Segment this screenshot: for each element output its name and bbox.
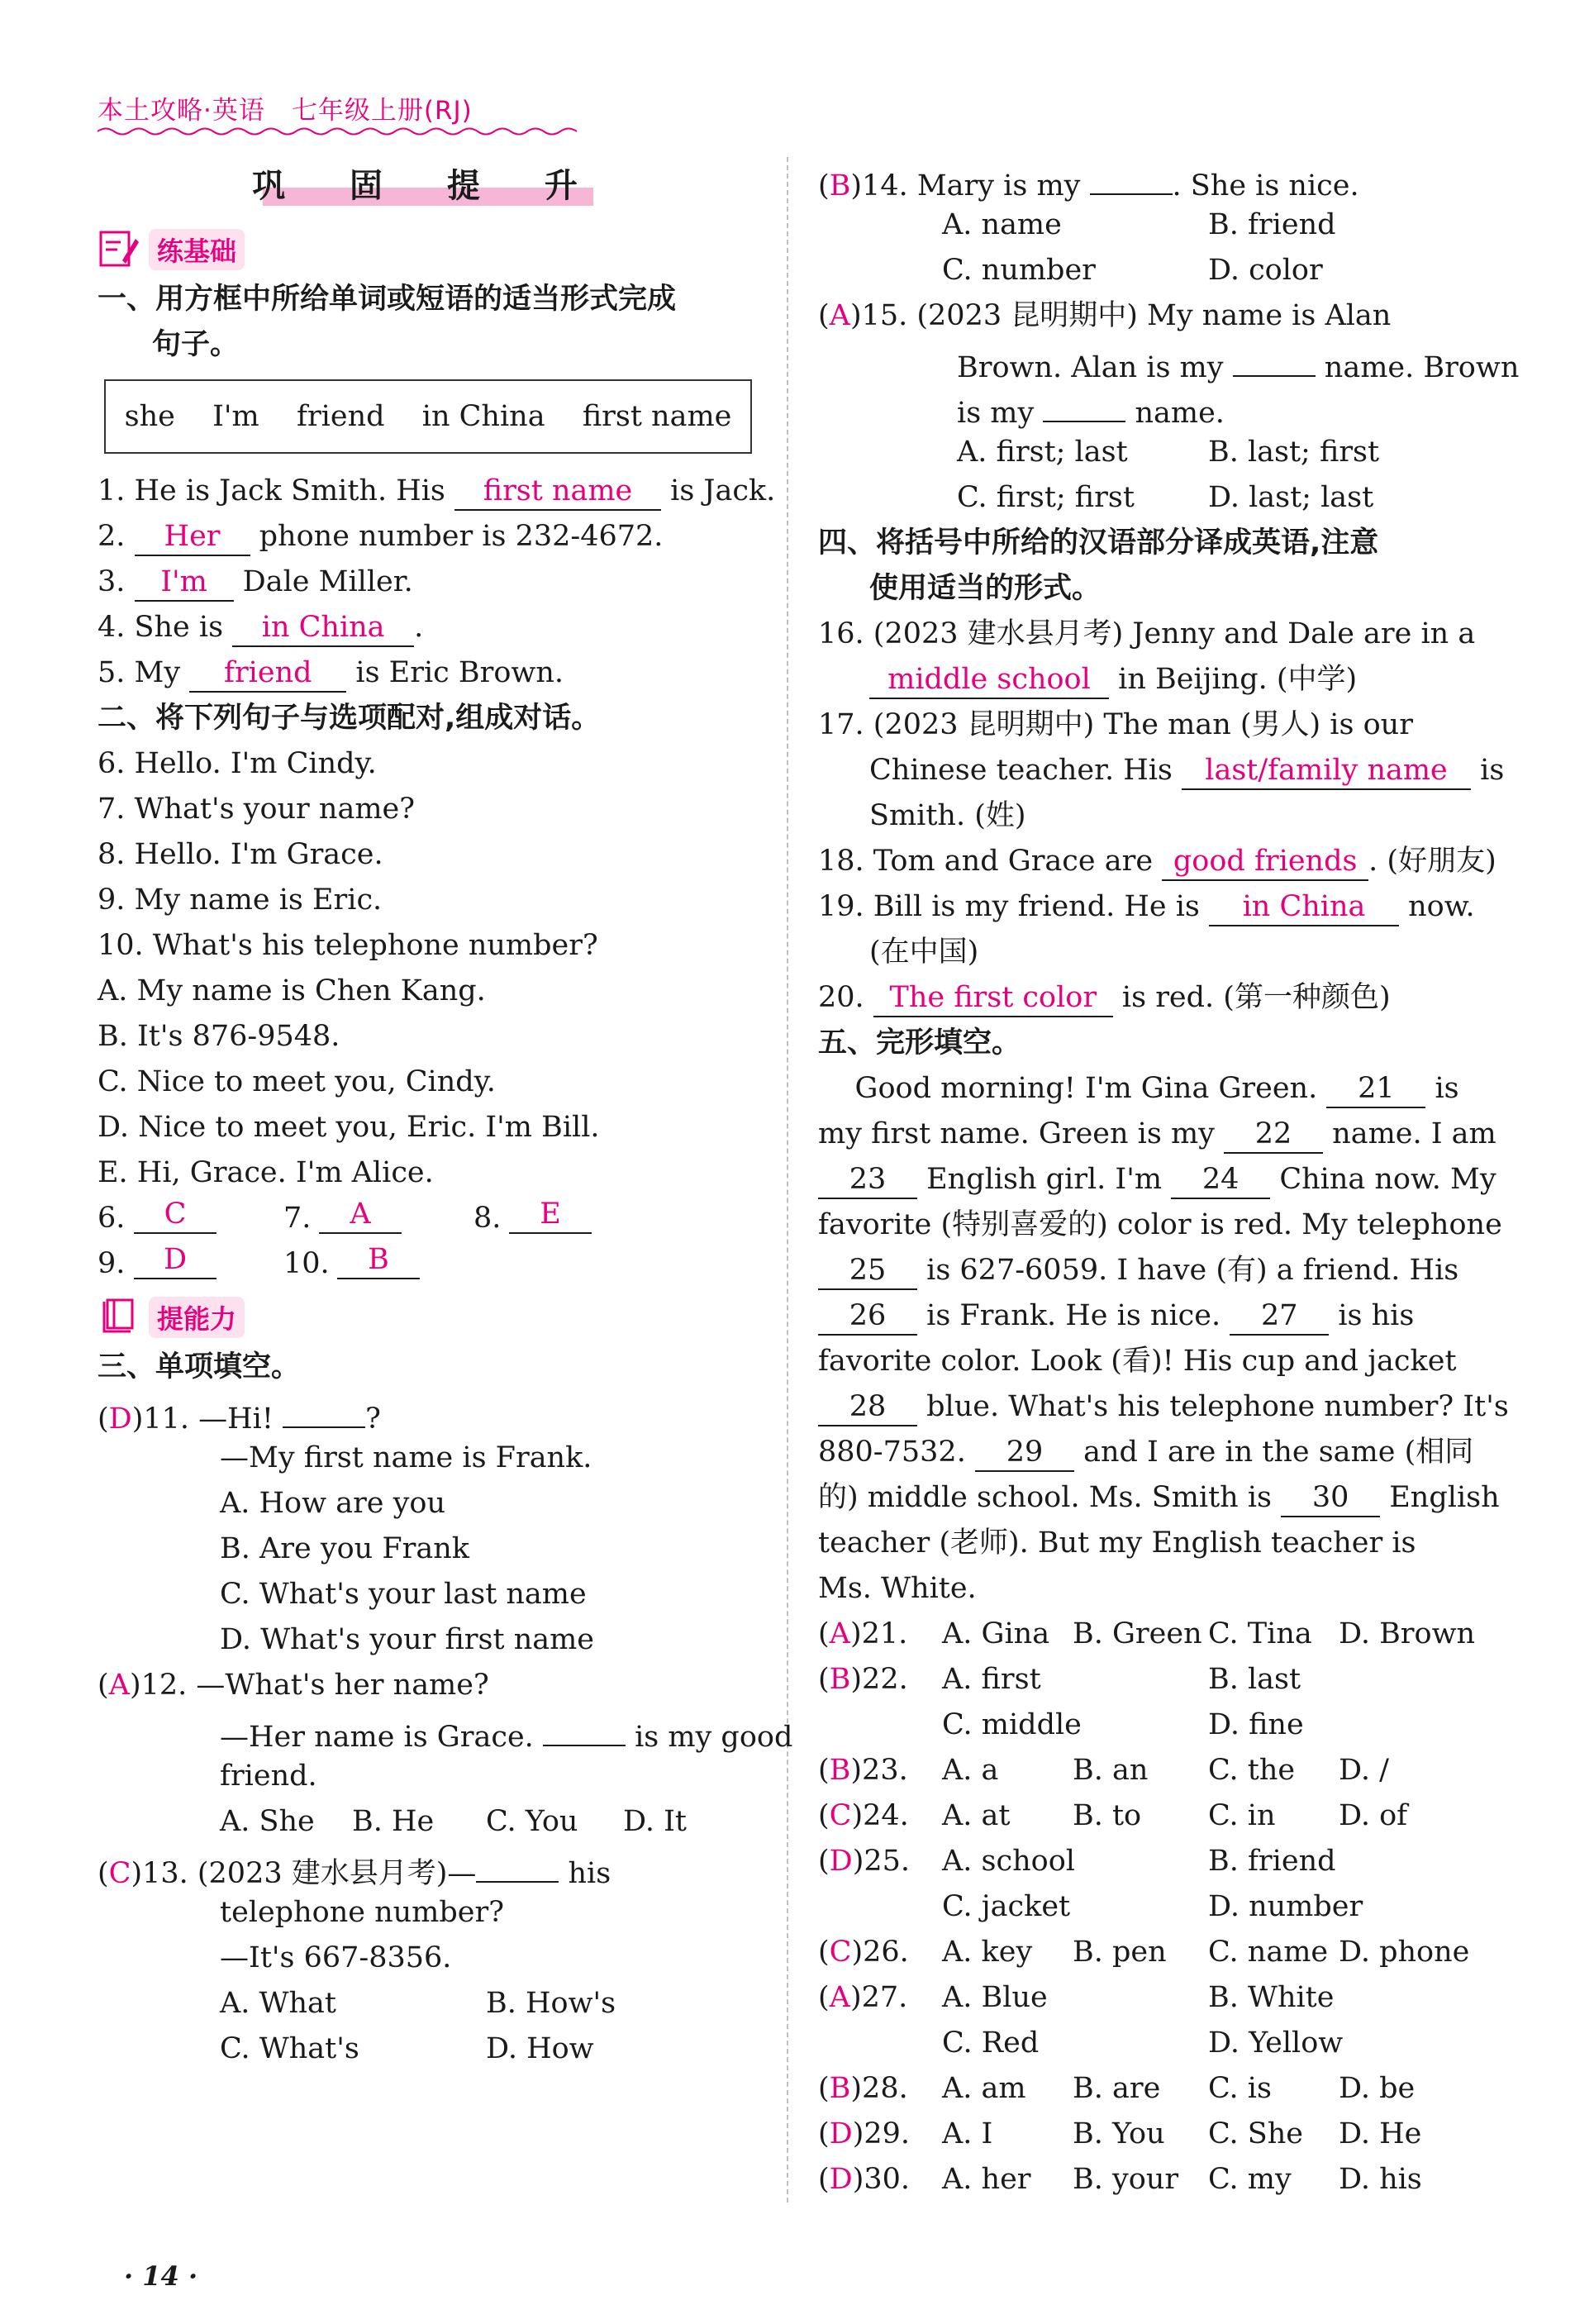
answer-paren xyxy=(818,1657,908,1703)
q-text: 19. Bill is my friend. He is xyxy=(818,890,1210,923)
word-box-item: friend xyxy=(296,400,385,433)
cloze-blank: 29 xyxy=(975,1434,1074,1472)
q15-line1: (A)15. (2023 昆明期中) My name is Alan xyxy=(818,299,1392,332)
cloze-option: D. his xyxy=(1339,2163,1422,2196)
q15-options-row2 xyxy=(818,475,1479,521)
q13-line2: telephone number? xyxy=(220,1896,504,1929)
question-number: )28. xyxy=(850,2072,908,2105)
item-text: 3. xyxy=(98,565,135,598)
answer-paren xyxy=(818,2066,908,2112)
cloze-option: C. in xyxy=(1208,1799,1276,1832)
cloze-blank: 28 xyxy=(818,1388,917,1426)
passage-line xyxy=(818,1112,1496,1157)
cloze-blank: 24 xyxy=(1171,1161,1270,1199)
cloze-blank: 30 xyxy=(1281,1479,1380,1517)
passage-text: name. I am xyxy=(1323,1117,1496,1150)
q15-options-row1 xyxy=(818,430,1479,475)
item-text: phone number is 232-4672. xyxy=(250,520,664,553)
word-box-item: first name xyxy=(582,400,732,433)
q19-line1 xyxy=(818,884,1479,930)
q17-line3: Smith. (姓) xyxy=(869,799,1026,832)
cloze-question-25-row2 xyxy=(818,1884,1479,1930)
sec2-answers-row2 xyxy=(98,1241,759,1287)
q-text: )11. —Hi! xyxy=(131,1402,283,1436)
cloze-question-25 xyxy=(818,1839,1479,1884)
cloze-option: A. her xyxy=(942,2163,1031,2196)
passage-line xyxy=(818,1293,1479,1339)
header-text: 本土攻略·英语 七年级上册(RJ) xyxy=(98,96,473,126)
answer-blank: Her xyxy=(135,518,250,556)
answer-paren xyxy=(818,1793,909,1839)
answer-paren xyxy=(818,2112,910,2157)
question-number: )23. xyxy=(850,1754,908,1787)
sec1-item-2 xyxy=(98,514,759,560)
q15-option: D. last; last xyxy=(1208,481,1374,514)
header-wave-underline xyxy=(98,126,577,137)
column-divider xyxy=(787,157,788,2203)
question-number: )25. xyxy=(852,1845,911,1878)
passage-line xyxy=(818,1339,1479,1384)
q-text: 18. Tom and Grace are xyxy=(818,845,1163,878)
answer-blank xyxy=(1233,339,1316,377)
cloze-option: C. name xyxy=(1208,1936,1329,1969)
answer-blank xyxy=(1090,157,1173,195)
q12-option: A. She xyxy=(220,1805,315,1838)
cloze-answer: C xyxy=(829,1936,852,1969)
item-text: . xyxy=(414,611,424,644)
q12-options xyxy=(98,1799,759,1845)
answer-num: 8. xyxy=(473,1202,502,1235)
cloze-option: A. key xyxy=(942,1936,1033,1969)
cloze-question-23 xyxy=(818,1748,1479,1793)
q-text: )14. Mary is my xyxy=(850,169,1090,202)
answer-blank: C xyxy=(134,1196,217,1234)
left-column xyxy=(98,153,793,2072)
cloze-option: D. He xyxy=(1339,2117,1422,2150)
cloze-option: B. your xyxy=(1073,2163,1179,2196)
q-text: . She is nice. xyxy=(1172,169,1359,202)
answer-paren xyxy=(818,1748,908,1793)
cloze-question-26 xyxy=(818,1930,1479,1975)
passage-text: Good morning! I'm Gina Green. xyxy=(818,1072,1327,1105)
q-text: is red. (第一种颜色) xyxy=(1112,981,1391,1014)
question-number: )26. xyxy=(851,1936,909,1969)
sec1-heading-line1: 一、用方框中所给单词或短语的适当形式完成 xyxy=(98,283,677,316)
cloze-option: B. White xyxy=(1208,1981,1335,2014)
cloze-answer: D xyxy=(829,2163,853,2196)
passage-text: teacher (老师). But my English teacher is xyxy=(818,1526,1416,1560)
q-text: )15. (2023 昆明期中) My name is Alan xyxy=(849,299,1392,332)
answer-blank: The first color xyxy=(873,979,1113,1017)
passage-line xyxy=(818,1066,1479,1112)
cloze-answer: A xyxy=(829,1981,850,2014)
cloze-option: C. Red xyxy=(942,2026,1040,2060)
q13-option: C. What's xyxy=(220,2032,359,2065)
q14-answer: B xyxy=(829,169,851,202)
cloze-blank: 22 xyxy=(1224,1116,1323,1154)
cloze-option: C. middle xyxy=(942,1708,1082,1741)
passage-line xyxy=(818,1475,1500,1521)
answer-blank: E xyxy=(509,1196,592,1234)
passage-text: English xyxy=(1380,1481,1500,1514)
q16-line1: 16. (2023 建水县月考) Jenny and Dale are in a xyxy=(818,617,1476,650)
pencil-note-icon xyxy=(98,227,140,270)
q-text: ? xyxy=(365,1402,381,1436)
question-number: )27. xyxy=(849,1981,908,2014)
sec2-answers-row1 xyxy=(98,1196,759,1241)
paren: ( xyxy=(818,2117,830,2150)
word-box-item: she xyxy=(124,400,175,433)
passage-text: is 627-6059. I have (有) a friend. His xyxy=(917,1254,1459,1287)
sec1-item-1 xyxy=(98,469,776,514)
cloze-question-22-row2 xyxy=(818,1703,1479,1748)
cloze-option: B. an xyxy=(1073,1754,1149,1787)
passage-text: and I are in the same (相同 xyxy=(1073,1436,1474,1469)
answer-blank: in China xyxy=(1209,888,1399,926)
cloze-option: C. my xyxy=(1208,2163,1292,2196)
sec4-heading-line1: 四、将括号中所给的汉语部分译成英语,注意 xyxy=(818,526,1379,560)
right-column xyxy=(818,157,1520,2203)
q-text: 20. xyxy=(818,981,873,1014)
sec3-heading: 三、单项填空。 xyxy=(98,1350,301,1383)
q-text: Chinese teacher. His xyxy=(869,754,1182,787)
sec2-line: 6. Hello. I'm Cindy. xyxy=(98,747,377,780)
page-header xyxy=(98,89,473,126)
q11-option: A. How are you xyxy=(220,1487,446,1520)
passage-line xyxy=(818,1430,1479,1475)
answer-paren xyxy=(818,2157,910,2203)
q13-option: B. How's xyxy=(486,1987,616,2020)
passage-text: is his xyxy=(1329,1299,1415,1332)
answer-num: 9. xyxy=(98,1247,126,1280)
sec2-line: C. Nice to meet you, Cindy. xyxy=(98,1065,496,1098)
tag-ability-label: 提能力 xyxy=(149,1297,245,1338)
answer-blank: B xyxy=(337,1241,420,1279)
answer-blank: middle school xyxy=(869,661,1109,699)
answer-num: 7. xyxy=(283,1202,312,1235)
cloze-option: C. the xyxy=(1208,1754,1296,1787)
q15-line3 xyxy=(818,384,1479,430)
cloze-questions xyxy=(818,1612,1479,2203)
answer-blank: good friends xyxy=(1162,843,1368,881)
paren: ( xyxy=(818,1845,830,1878)
q-text: name. xyxy=(1125,397,1225,430)
cloze-option: D. Brown xyxy=(1339,1617,1476,1650)
cloze-answer: D xyxy=(829,2117,853,2150)
cloze-blank: 26 xyxy=(818,1298,917,1336)
q14-option: C. number xyxy=(942,254,1096,287)
q20-line xyxy=(818,975,1479,1021)
q-text: now. xyxy=(1399,890,1475,923)
q15-line2 xyxy=(818,339,1520,384)
item-text: 4. She is xyxy=(98,611,233,644)
q-text: is my good xyxy=(625,1721,793,1754)
cloze-option: B. Green xyxy=(1073,1617,1202,1650)
cloze-question-29 xyxy=(818,2112,1479,2157)
q17-line2 xyxy=(818,748,1505,793)
item-text: is Eric Brown. xyxy=(346,656,564,689)
q13-options-row1 xyxy=(98,1981,759,2026)
question-number: )29. xyxy=(852,2117,911,2150)
passage-text: favorite color. Look (看)! His cup and jacket xyxy=(818,1345,1457,1378)
answer-blank: D xyxy=(134,1241,217,1279)
cloze-option: B. last xyxy=(1208,1663,1301,1696)
passage-line xyxy=(818,1566,1479,1612)
item-text: 2. xyxy=(98,520,135,553)
q12-line2 xyxy=(98,1708,793,1754)
cloze-blank: 21 xyxy=(1326,1070,1425,1108)
sec2-line: 10. What's his telephone number? xyxy=(98,929,598,962)
paren: ( xyxy=(818,1617,830,1650)
paren: ( xyxy=(818,1936,830,1969)
word-box-item: I'm xyxy=(212,400,259,433)
cloze-option: A. am xyxy=(942,2072,1026,2105)
answer-paren xyxy=(818,1839,910,1884)
cloze-option: C. Tina xyxy=(1208,1617,1312,1650)
cloze-blank: 27 xyxy=(1230,1298,1329,1336)
q15-answer: A xyxy=(829,299,850,332)
cloze-option: A. I xyxy=(942,2117,993,2150)
passage-text: favorite (特别喜爱的) color is red. My telephone xyxy=(818,1208,1502,1241)
passage-line xyxy=(818,1384,1509,1430)
sec5-heading: 五、完形填空。 xyxy=(818,1026,1021,1060)
passage-text: my first name. Green is my xyxy=(818,1117,1225,1150)
q13-answer: C xyxy=(108,1857,131,1890)
q12-option: D. It xyxy=(623,1805,687,1838)
answer-blank xyxy=(476,1845,559,1883)
answer-blank: A xyxy=(319,1196,402,1234)
cloze-option: B. to xyxy=(1073,1799,1142,1832)
q11-option: D. What's your first name xyxy=(220,1623,595,1656)
q15-option: C. first; first xyxy=(957,481,1135,514)
paren: ( xyxy=(818,2072,830,2105)
passage-text: is xyxy=(1425,1072,1459,1105)
q14-option: A. name xyxy=(942,208,1062,241)
cloze-option: D. number xyxy=(1208,1890,1363,1923)
passage-text: 880-7532. xyxy=(818,1436,975,1469)
cloze-answer: C xyxy=(829,1799,852,1832)
cloze-option: A. at xyxy=(942,1799,1011,1832)
answer-blank: first name xyxy=(454,473,661,511)
item-text: 1. He is Jack Smith. His xyxy=(98,474,455,507)
q-text: name. Brown xyxy=(1315,351,1520,384)
answer-blank xyxy=(543,1708,626,1746)
cloze-option: A. Gina xyxy=(942,1617,1050,1650)
q14-line1: (B)14. Mary is my . She is nice. xyxy=(818,157,1479,202)
q-text: )12. —What's her name? xyxy=(129,1669,489,1702)
q-text: is my xyxy=(957,397,1044,430)
cloze-answer: A xyxy=(829,1617,850,1650)
sec1-item-5 xyxy=(98,650,759,696)
sec2-line: 7. What's your name? xyxy=(98,793,415,826)
question-number: )30. xyxy=(852,2163,911,2196)
q-text: —Her name is Grace. xyxy=(220,1721,543,1754)
cloze-option: B. pen xyxy=(1073,1936,1167,1969)
sec2-line: E. Hi, Grace. I'm Alice. xyxy=(98,1156,434,1189)
q14-option: B. friend xyxy=(1208,208,1336,241)
q-text: Brown. Alan is my xyxy=(957,351,1233,384)
cloze-question-22 xyxy=(818,1657,1479,1703)
sec2-line: A. My name is Chen Kang. xyxy=(98,974,486,1007)
q13-options-row2 xyxy=(98,2026,759,2072)
cloze-answer: B xyxy=(829,1663,851,1696)
q-text: his xyxy=(559,1857,611,1890)
answer-blank: last/family name xyxy=(1182,752,1471,790)
q-text: . (好朋友) xyxy=(1368,845,1496,878)
q-text: is xyxy=(1471,754,1505,787)
passage-text: Ms. White. xyxy=(818,1572,977,1605)
cloze-blank: 23 xyxy=(818,1161,917,1199)
cloze-option: D. / xyxy=(1339,1754,1389,1787)
cloze-question-21 xyxy=(818,1612,1479,1657)
cloze-blank: 25 xyxy=(818,1252,917,1290)
question-number: )22. xyxy=(850,1663,908,1696)
q12-option: C. You xyxy=(486,1805,578,1838)
q14-options-row2 xyxy=(818,248,1479,293)
sec4-heading-line2: 使用适当的形式。 xyxy=(869,572,1102,605)
q12-answer: A xyxy=(108,1669,130,1702)
answer-paren xyxy=(818,1612,907,1657)
passage-text: is Frank. He is nice. xyxy=(917,1299,1230,1332)
cloze-option: D. of xyxy=(1339,1799,1408,1832)
q12-option: B. He xyxy=(352,1805,435,1838)
q17-line1: 17. (2023 昆明期中) The man (男人) is our xyxy=(818,708,1413,741)
cloze-option: C. She xyxy=(1208,2117,1304,2150)
title-text: 巩 固 提 升 xyxy=(252,167,604,205)
question-number: )21. xyxy=(849,1617,908,1650)
q13-line1: (C)13. (2023 建水县月考)— his xyxy=(98,1845,759,1890)
cloze-option: C. jacket xyxy=(942,1890,1071,1923)
sec2-line: 8. Hello. I'm Grace. xyxy=(98,838,383,871)
tag-basic xyxy=(98,219,759,277)
cloze-question-27-row2 xyxy=(818,2021,1479,2066)
cloze-option: C. is xyxy=(1208,2072,1272,2105)
answer-num: 10. xyxy=(283,1247,330,1280)
passage-text: 的) middle school. Ms. Smith is xyxy=(818,1481,1282,1514)
q13-option: A. What xyxy=(220,1987,336,2020)
q15-option: B. last; first xyxy=(1208,436,1380,469)
page-number: · 14 · xyxy=(124,2260,198,2292)
item-text: 5. My xyxy=(98,656,190,689)
cloze-option: A. a xyxy=(942,1754,999,1787)
answer-num: 6. xyxy=(98,1202,126,1235)
answer-blank: friend xyxy=(189,655,346,693)
q12-line3: friend. xyxy=(220,1760,317,1793)
q13-line3: —It's 667-8356. xyxy=(220,1941,452,1974)
q-text: )13. (2023 建水县月考)— xyxy=(131,1857,477,1890)
answer-blank xyxy=(283,1390,365,1428)
q11-answer: D xyxy=(108,1402,132,1436)
cloze-option: B. You xyxy=(1073,2117,1165,2150)
sec1-item-4 xyxy=(98,605,759,650)
cloze-question-24 xyxy=(818,1793,1479,1839)
sec2-line: B. It's 876-9548. xyxy=(98,1020,340,1053)
cloze-question-30 xyxy=(818,2157,1479,2203)
passage-line xyxy=(818,1521,1479,1566)
passage-line xyxy=(818,1157,1496,1202)
book-icon xyxy=(98,1295,140,1338)
cloze-option: D. fine xyxy=(1208,1708,1304,1741)
cloze-answer: D xyxy=(829,1845,853,1878)
sec2-line: 9. My name is Eric. xyxy=(98,883,383,917)
q-text: in Beijing. (中学) xyxy=(1109,663,1358,696)
cloze-option: D. be xyxy=(1339,2072,1416,2105)
paren: ( xyxy=(818,2163,830,2196)
word-box xyxy=(104,379,752,454)
cloze-option: A. school xyxy=(942,1845,1075,1878)
cloze-option: A. Blue xyxy=(942,1981,1048,2014)
q11-line1: (D)11. —Hi! ? xyxy=(98,1390,759,1436)
q15-option: A. first; last xyxy=(957,436,1128,469)
q11-option: B. Are you Frank xyxy=(220,1532,469,1565)
q14-options-row1 xyxy=(818,202,1479,248)
cloze-option: B. are xyxy=(1073,2072,1161,2105)
cloze-option: A. first xyxy=(942,1663,1041,1696)
passage-line xyxy=(818,1202,1502,1248)
sec2-heading: 二、将下列句子与选项配对,组成对话。 xyxy=(98,702,601,735)
answer-blank: in China xyxy=(232,609,414,647)
cloze-question-27 xyxy=(818,1975,1479,2021)
tag-basic-label: 练基础 xyxy=(149,229,245,270)
cloze-question-28 xyxy=(818,2066,1479,2112)
passage-line xyxy=(818,1248,1479,1293)
cloze-option: D. Yellow xyxy=(1208,2026,1344,2060)
sec1-heading-line2: 句子。 xyxy=(152,328,240,361)
q12-line1: (A)12. —What's her name? xyxy=(98,1669,489,1702)
question-number: )24. xyxy=(851,1799,909,1832)
tag-ability xyxy=(98,1287,759,1345)
q11-line2: —My first name is Frank. xyxy=(220,1441,592,1474)
passage-text: blue. What's his telephone number? It's xyxy=(917,1390,1509,1423)
answer-paren xyxy=(818,1975,907,2021)
q11-option: C. What's your last name xyxy=(220,1578,587,1611)
paren: ( xyxy=(818,1799,830,1832)
answer-blank: I'm xyxy=(135,564,234,602)
paren: ( xyxy=(818,1981,830,2014)
answer-blank xyxy=(1043,384,1125,422)
word-box-item: in China xyxy=(421,400,545,433)
q14-option: D. color xyxy=(1208,254,1323,287)
cloze-option: D. phone xyxy=(1339,1936,1470,1969)
cloze-passage xyxy=(818,1066,1509,1612)
item-text: is Jack. xyxy=(661,474,776,507)
paren: ( xyxy=(818,1754,830,1787)
answer-paren xyxy=(818,1930,909,1975)
q19-line2: (在中国) xyxy=(869,936,979,969)
q16-line2 xyxy=(818,657,1479,702)
passage-text: China now. My xyxy=(1270,1163,1496,1196)
sec1-item-3 xyxy=(98,560,759,605)
passage-text: English girl. I'm xyxy=(917,1163,1172,1196)
cloze-option: B. friend xyxy=(1208,1845,1336,1878)
cloze-answer: B xyxy=(829,2072,851,2105)
section-title xyxy=(98,153,759,219)
q13-option: D. How xyxy=(486,2032,594,2065)
item-text: Dale Miller. xyxy=(233,565,413,598)
sec2-line: D. Nice to meet you, Eric. I'm Bill. xyxy=(98,1111,600,1144)
paren: ( xyxy=(818,1663,830,1696)
q18-line xyxy=(818,839,1496,884)
cloze-answer: B xyxy=(829,1754,851,1787)
